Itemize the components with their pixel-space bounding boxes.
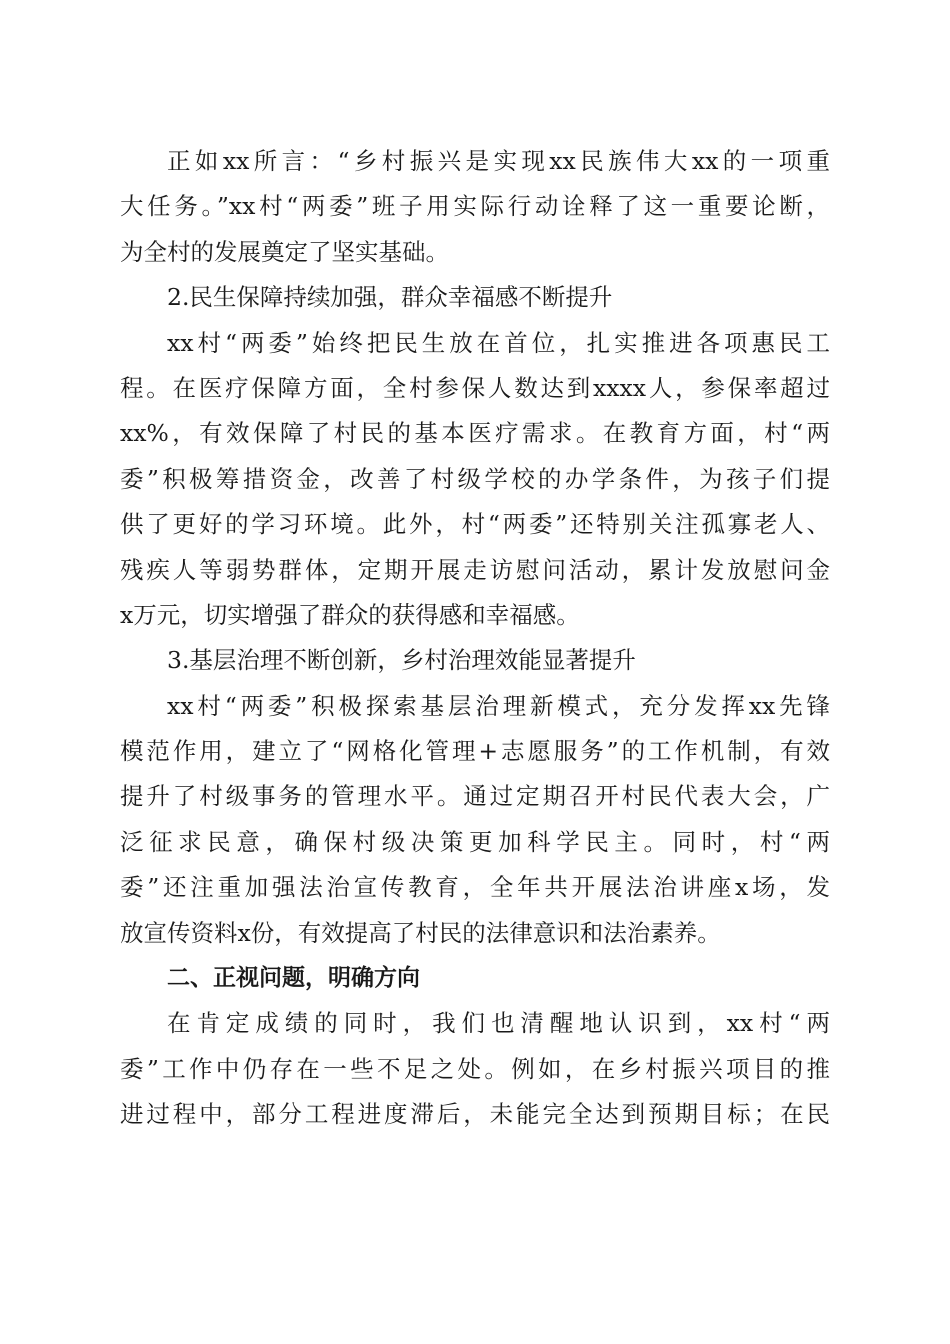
- text-line: 泛征求民意，确保村级决策更加科学民主。同时，村“两: [120, 827, 830, 856]
- text-line: 委”工作中仍存在一些不足之处。例如，在乡村振兴项目的推: [120, 1054, 830, 1083]
- text-line: 委”积极筹措资金，改善了村级学校的办学条件，为孩子们提: [120, 464, 830, 493]
- text-line: 放宣传资料x份，有效提高了村民的法律意识和法治素养。: [120, 918, 721, 947]
- text-line: 为全村的发展奠定了坚实基础。: [120, 237, 449, 266]
- text-line: 提升了村级事务的管理水平。通过定期召开村民代表大会，广: [120, 782, 830, 811]
- text-line: xx%，有效保障了村民的基本医疗需求。在教育方面，村“两: [120, 419, 830, 448]
- text-line: 大任务。”xx村“两委”班子用实际行动诠释了这一重要论断，: [120, 192, 830, 221]
- text-line: 供了更好的学习环境。此外，村“两委”还特别关注孤寡老人、: [120, 510, 830, 539]
- section-subheading: 3.基层治理不断创新，乡村治理效能显著提升: [167, 646, 636, 675]
- text-line: 正如xx所言：“乡村振兴是实现xx民族伟大xx的一项重: [167, 147, 830, 175]
- text-line: xx村“两委”积极探索基层治理新模式，充分发挥xx先锋: [167, 691, 830, 720]
- text-line: 委”还注重加强法治宣传教育，全年共开展法治讲座x场，发: [120, 873, 830, 902]
- text-line: xx村“两委”始终把民生放在首位，扎实推进各项惠民工: [167, 328, 830, 357]
- text-line: 进过程中，部分工程进度滞后，未能完全达到预期目标；在民: [120, 1100, 830, 1129]
- document-body: [120, 139, 830, 1138]
- text-line: 在肯定成绩的同时，我们也清醒地认识到，xx村“两: [167, 1009, 830, 1038]
- text-line: 程。在医疗保障方面，全村参保人数达到xxxx人，参保率超过: [120, 373, 830, 402]
- section-heading: 二、正视问题，明确方向: [167, 965, 420, 992]
- section-subheading: 2.民生保障持续加强，群众幸福感不断提升: [167, 283, 613, 312]
- text-line: 残疾人等弱势群体，定期开展走访慰问活动，累计发放慰问金: [120, 555, 830, 584]
- text-line: x万元，切实增强了群众的获得感和幸福感。: [120, 600, 580, 629]
- text-line: 模范作用，建立了“网格化管理+志愿服务”的工作机制，有效: [120, 737, 830, 766]
